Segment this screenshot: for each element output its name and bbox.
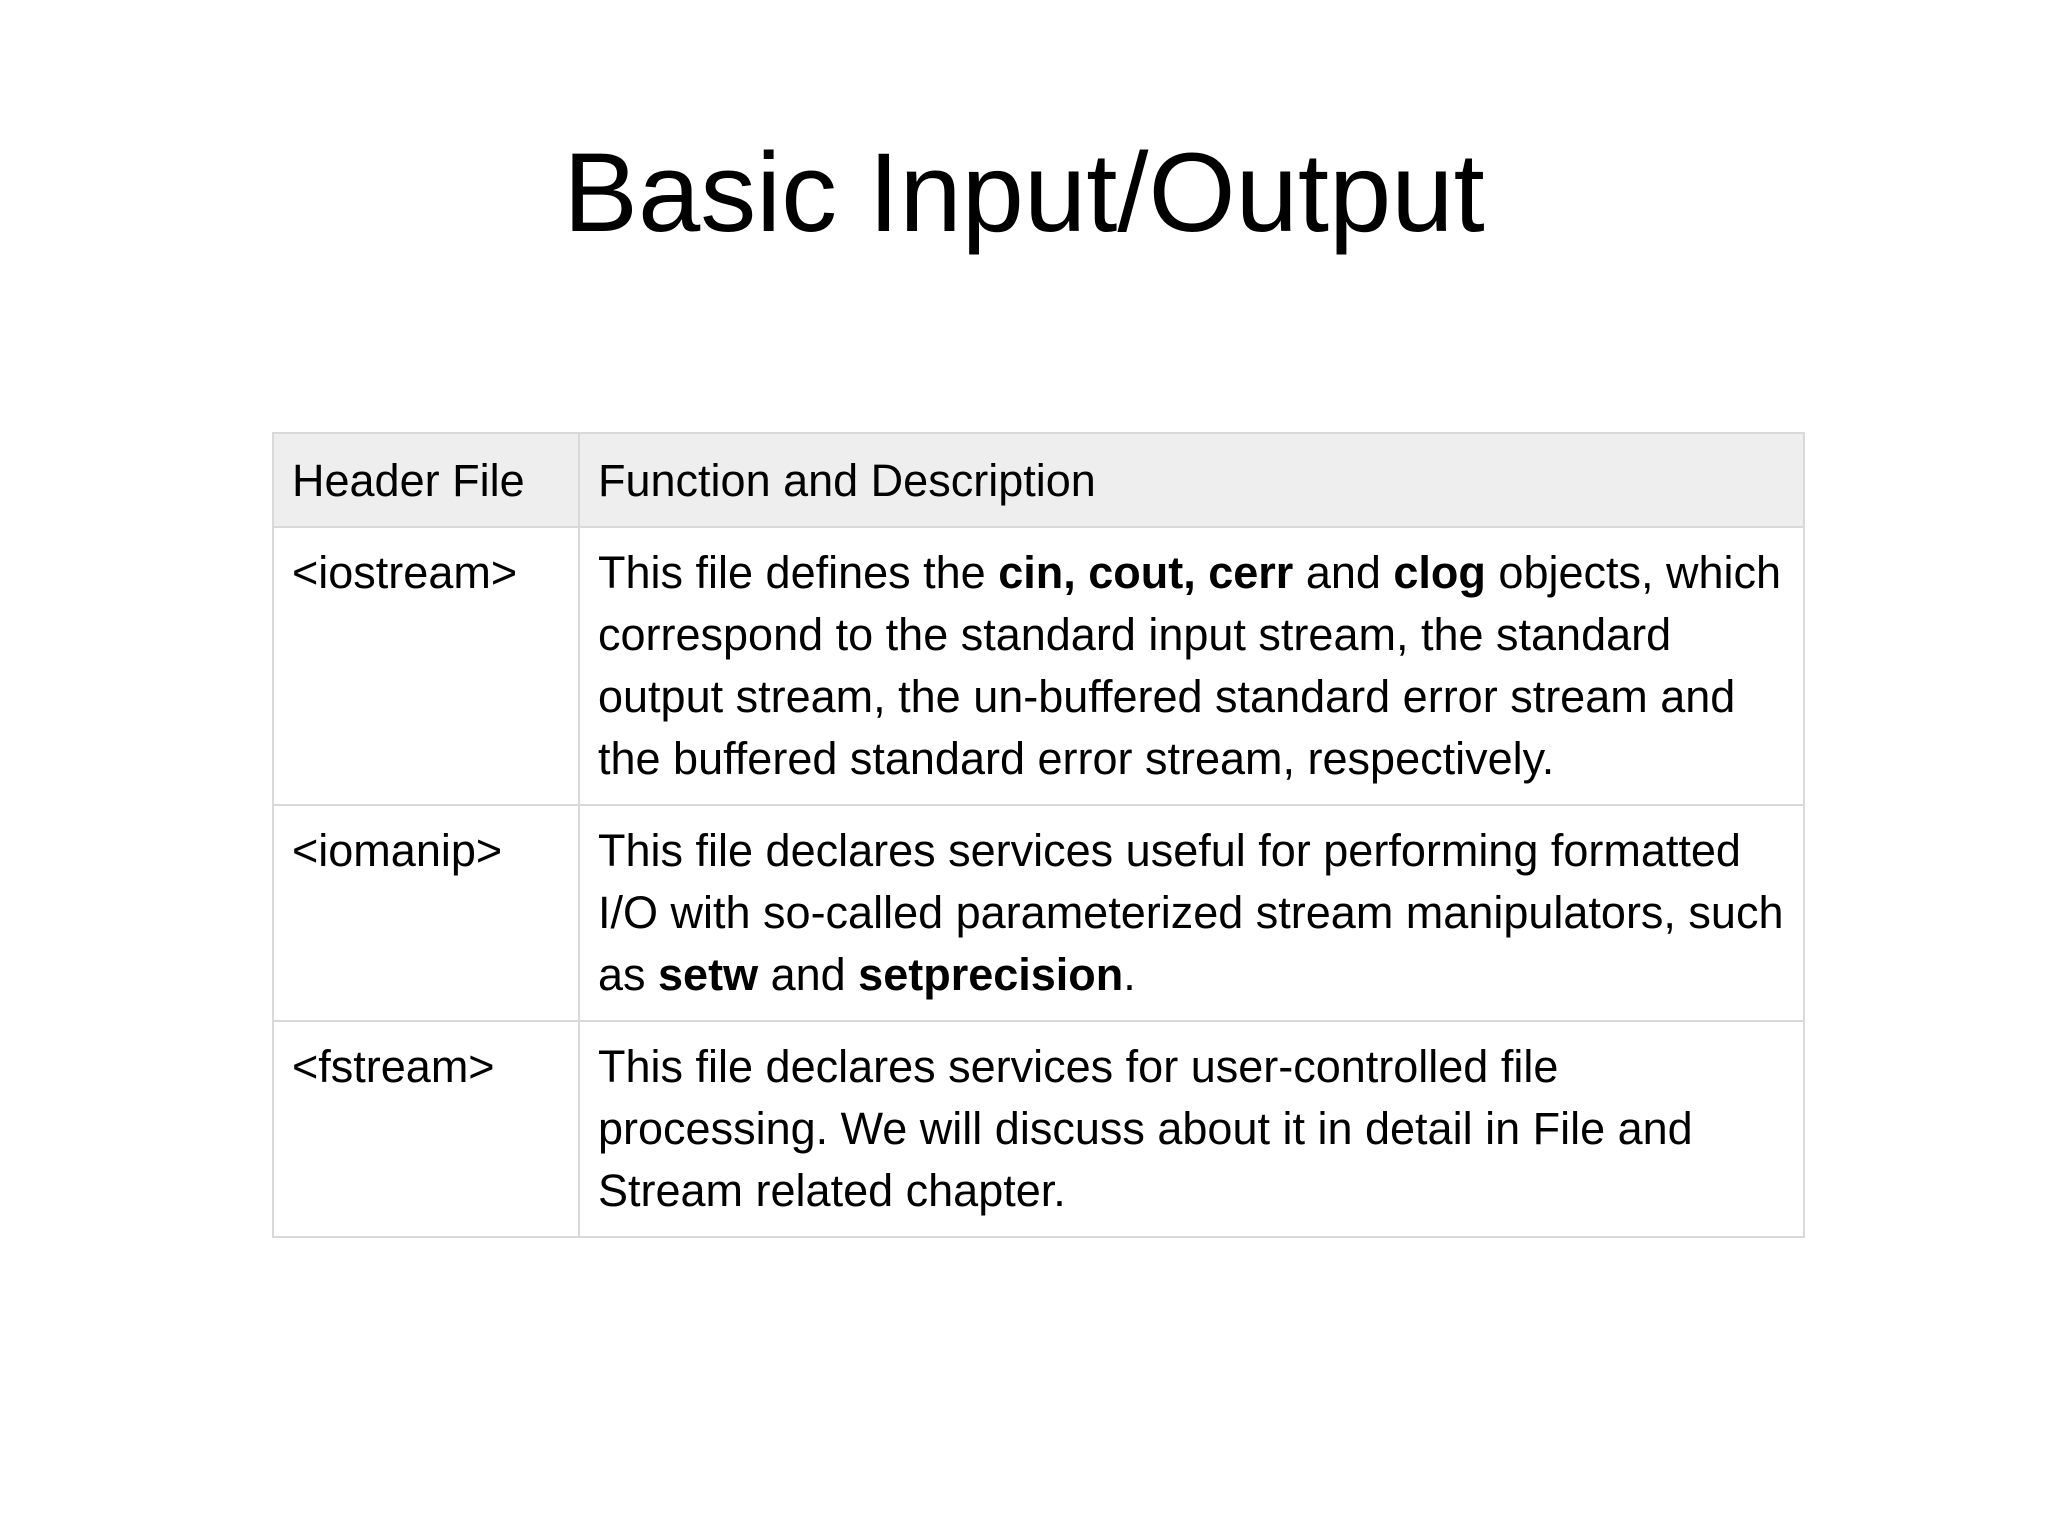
description-bold-text: setw — [658, 949, 759, 1000]
header-file-cell: <fstream> — [273, 1021, 579, 1237]
table-row — [273, 527, 1804, 805]
description-text: and — [1293, 547, 1394, 598]
table-row — [273, 805, 1804, 1021]
description-text: This file declares services for user-controlled file processing. We will discuss about it in detail in File and Stream related chapter. — [598, 1041, 1693, 1216]
description-text: . — [1123, 949, 1136, 1000]
description-bold-text: clog — [1393, 547, 1486, 598]
description-text: and — [758, 949, 859, 1000]
table-header-row — [273, 433, 1804, 527]
description-cell — [579, 805, 1804, 1021]
description-cell — [579, 1021, 1804, 1237]
description-text: This file defines the — [598, 547, 999, 598]
header-file-cell: <iostream> — [273, 527, 579, 805]
description-bold-text: setprecision — [858, 949, 1124, 1000]
column-header-header-file: Header File — [273, 433, 579, 527]
table-row — [273, 1021, 1804, 1237]
slide-title: Basic Input/Output — [563, 130, 1485, 255]
header-files-table — [272, 432, 1805, 1238]
header-file-cell: <iomanip> — [273, 805, 579, 1021]
description-cell — [579, 527, 1804, 805]
description-text: objects, which correspond to the standard input stream, the standard output stream, the un-buffered standard error stream and the buffered standard error stream, respectively. — [598, 547, 1782, 784]
description-bold-text: cin, cout, cerr — [998, 547, 1294, 598]
description-text: This file declares services useful for performing formatted I/O with so-called parameterized stream manipulators, such as — [598, 825, 1784, 1000]
column-header-function-description: Function and Description — [579, 433, 1804, 527]
